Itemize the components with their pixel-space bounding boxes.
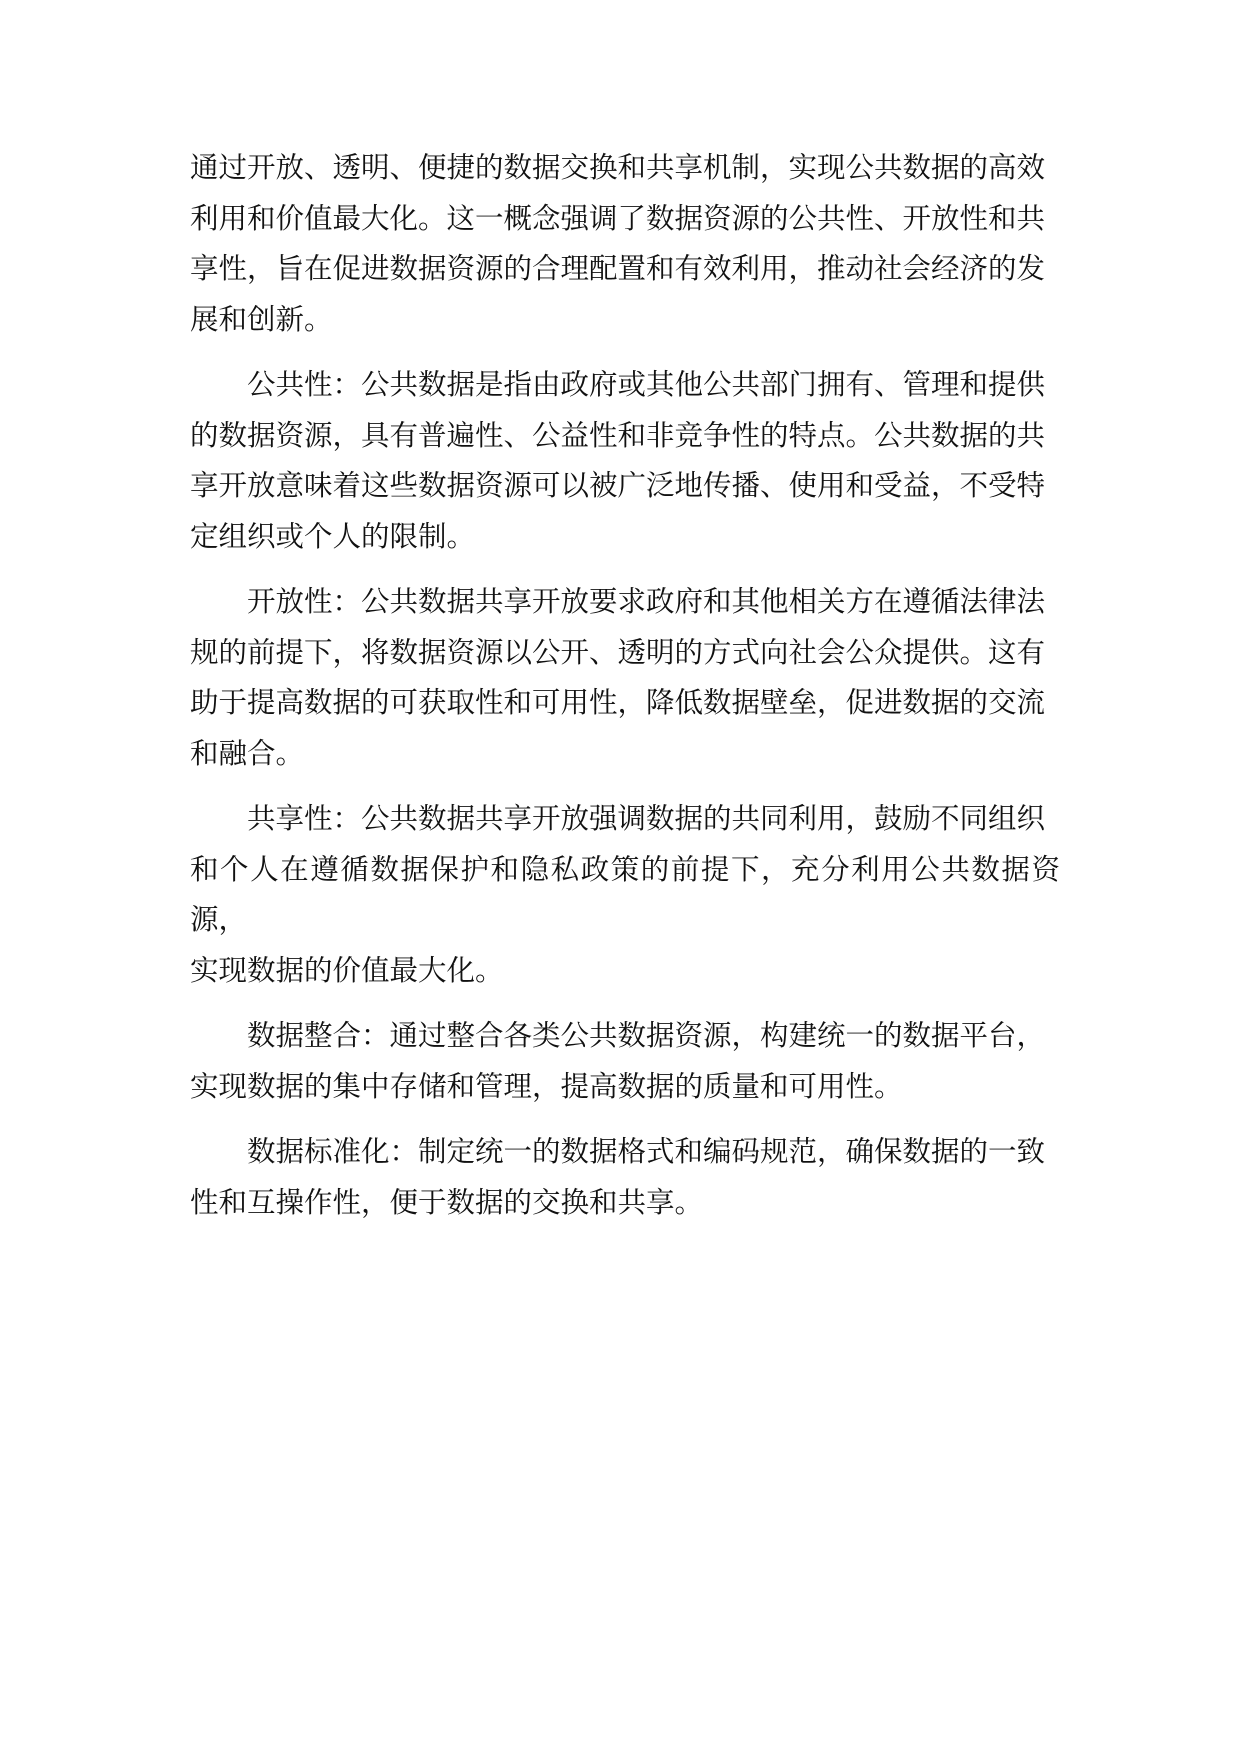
paragraph-openness [190,577,1060,779]
text-line: 公共性：公共数据是指由政府或其他公共部门拥有、管理和提供 [247,368,1046,401]
text-line: 开放性：公共数据共享开放要求政府和其他相关方在遵循法律法 [247,585,1046,618]
text-line: 数据标准化：制定统一的数据格式和编码规范，确保数据的一致 [247,1135,1046,1168]
text-line: 享开放意味着这些数据资源可以被广泛地传播、使用和受益，不受特 [190,469,1046,502]
text-line: 通过开放、透明、便捷的数据交换和共享机制，实现公共数据的高效 [190,151,1046,184]
text-line: 助于提高数据的可获取性和可用性，降低数据壁垒，促进数据的交流 [190,686,1046,719]
text-line: 实现数据的集中存储和管理，提高数据的质量和可用性。 [190,1069,903,1103]
paragraph-publicness [190,360,1060,562]
text-line: 展和创新。 [190,302,333,336]
document-body [190,143,1060,1228]
text-line: 数据整合：通过整合各类公共数据资源，构建统一的数据平台， [247,1019,1046,1052]
text-line: 和融合。 [190,736,305,770]
text-line: 规的前提下，将数据资源以公开、透明的方式向社会公众提供。这有 [190,635,1046,669]
text-line: 实现数据的价值最大化。 [190,953,504,987]
text-line: 利用和价值最大化。这一概念强调了数据资源的公共性、开放性和共 [190,201,1046,235]
paragraph-sharing [190,794,1060,996]
text-line: 共享性：公共数据共享开放强调数据的共同利用，鼓励不同组织 [247,802,1046,835]
paragraph-data-standardization [190,1127,1060,1228]
text-line: 的数据资源，具有普遍性、公益性和非竞争性的特点。公共数据的共 [190,418,1046,452]
text-line: 性和互操作性，便于数据的交换和共享。 [190,1185,704,1219]
text-line: 和个人在遵循数据保护和隐私政策的前提下，充分利用公共数据资源， [190,852,1060,936]
text-line: 享性，旨在促进数据资源的合理配置和有效利用，推动社会经济的发 [190,252,1046,285]
paragraph-intro-continuation [190,143,1060,345]
text-line: 定组织或个人的限制。 [190,519,476,553]
paragraph-data-integration [190,1011,1060,1112]
